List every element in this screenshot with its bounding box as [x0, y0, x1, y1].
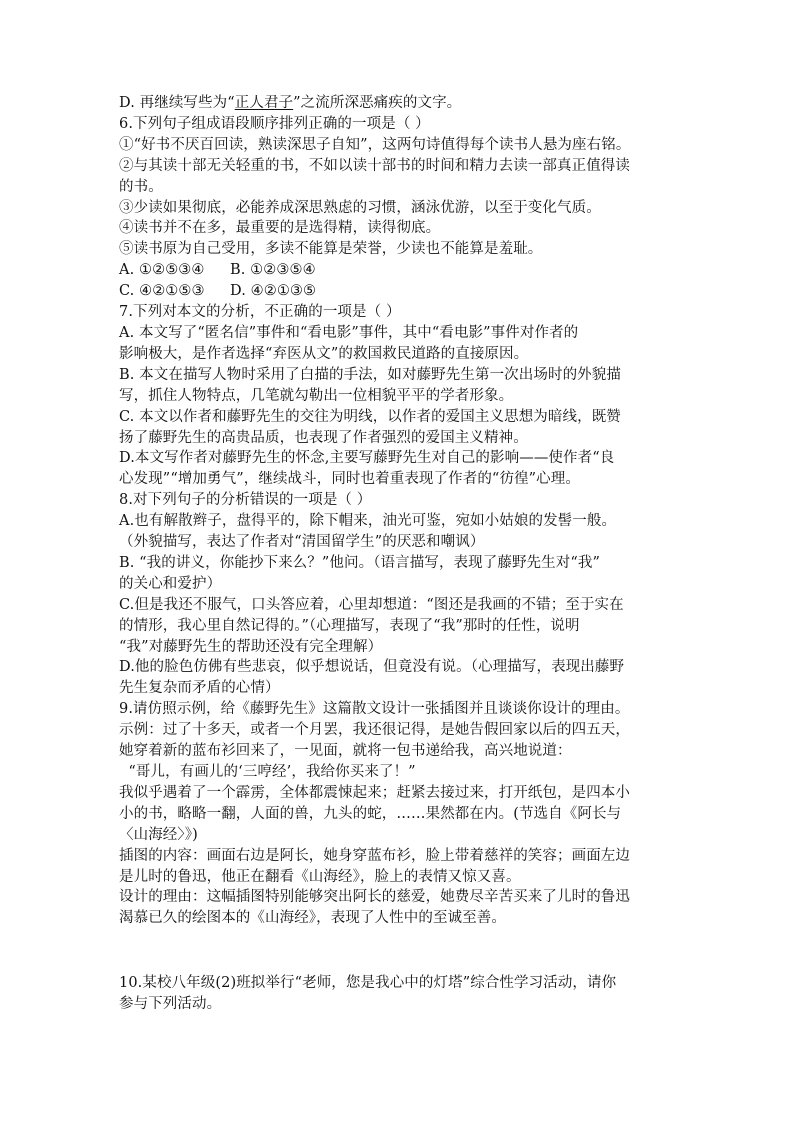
q6-option-c: C. ④②①⑤③: [119, 283, 205, 300]
q8-option-b-line-2: 的关心和爱护）: [119, 575, 222, 592]
q8-option-d-line-2: 先生复杂而矛盾的心情）: [119, 680, 280, 697]
q9-example-line-5: 小的书，略略一翻，人面的兽，九头的蛇，……果然都在内。(节选自《阿长与: [119, 805, 622, 822]
section-spacer: [119, 929, 685, 951]
q6-sentence-5: ⑤读书原为自己受用，多读不能算是荣誉，少读也不能算是羞耻。: [119, 241, 543, 258]
q7-option-d-line-1: D.本文写作者对藤野先生的怀念,主要写藤野先生对自己的影响——使作者“良: [119, 450, 615, 467]
q9-picture-content-line-1: 插图的内容：画面右边是阿长，她身穿蓝布衫，脸上带着慈祥的笑容；画面左边: [119, 847, 630, 864]
q6-option-d: D. ④②①③⑤: [230, 283, 317, 300]
q5-d-prefix: D. 再继续写些为“: [119, 95, 235, 111]
q9-example-line-2: 她穿着新的蓝布衫回来了，一见面，就将一包书递给我，高兴地说道：: [119, 743, 572, 760]
q7-option-c-line-2: 扬了藤野先生的高贵品质，也表现了作者强烈的爱国主义精神。: [119, 429, 528, 446]
q8-option-c-line-1: C.但是我还不服气，口头答应着，心里却想道：“图还是我画的不错；至于实在: [119, 596, 624, 613]
q7-option-b-line-2: 写，抓住人物特点，几笔就勾勒出一位相貌平平的学者形象。: [119, 387, 514, 404]
q6-option-a: A. ①②⑤③④: [119, 262, 205, 279]
q8-option-b-line-1: B. “我的讲义，你能抄下来么？”他问。（语言描写，表现了藤野先生对“我”: [119, 554, 600, 571]
document-page: [119, 93, 685, 1015]
q6-sentence-1: ①“好书不厌百回读，熟读深思子自知”，这两句诗值得每个读书人悬为座右铭。: [119, 136, 631, 153]
q7-option-b-line-1: B. 本文在描写人物时采用了白描的手法，如对藤野先生第一次出场时的外貌描: [119, 366, 621, 383]
q8-option-a-line-1: A.也有解散辫子，盘得平的，除下帽来，油光可鉴，宛如小姑娘的发髻一般。: [119, 513, 617, 530]
q8-stem: 8.对下列句子的分析错误的一项是（ ）: [119, 492, 372, 509]
q6-option-b: B. ①②③⑤④: [230, 262, 316, 279]
q6-sentence-2a: ②与其读十部无关轻重的书，不如以读十部书的时间和精力去读一部真正值得读: [119, 157, 630, 174]
q7-option-a-line-2: 影响极大，是作者选择“弃医从文”的救国救民道路的直接原因。: [119, 345, 529, 362]
q9-stem: 9.请仿照示例，给《藤野先生》这篇散文设计一张插图并且谈谈你设计的理由。: [119, 701, 630, 718]
q7-option-a-line-1: A. 本文写了“匿名信”事件和“看电影”事件，其中“看电影”事件对作者的: [119, 324, 579, 341]
q6-options-row-1: [119, 260, 685, 281]
q5-d-underlined-term: 正人君子: [234, 95, 294, 111]
q7-stem: 7.下列对本文的分析，不正确的一项是（ ）: [119, 304, 401, 321]
q6-sentence-3: ③少读如果彻底，必能养成深思熟虑的习惯，涵泳优游，以至于变化气质。: [119, 199, 601, 216]
q10-line-1: 10.某校八年级(2)班拟举行“老师，您是我心中的灯塔”综合性学习活动，请你: [119, 975, 617, 992]
q9-example-line-4: 我似乎遇着了一个霹雳，全体都震悚起来；赶紧去接过来，打开纸包，是四本小: [119, 784, 630, 801]
q5-d-suffix: ”之流所深恶痛疾的文字。: [293, 95, 462, 111]
q8-option-c-line-2: 的情形，我心里自然记得的。”（心理描写，表现了“我”那时的任性，说明: [119, 617, 580, 634]
q8-option-a-line-2: （外貌描写，表达了作者对“清国留学生”的厌恶和嘲讽）: [119, 534, 485, 551]
q6-options-row-2: [119, 281, 685, 302]
q8-option-c-line-3: “我”对藤野先生的帮助还没有完全理解）: [119, 638, 383, 655]
q5-option-d: [119, 93, 685, 114]
q9-example-line-1: 示例：过了十多天，或者一个月罢，我还很记得，是她告假回家以后的四五天，: [119, 722, 630, 739]
q6-stem: 6.下列句子组成语段顺序排列正确的一项是（ ）: [119, 115, 430, 132]
q9-reason-line-2: 渴慕已久的绘图本的《山海经》，表现了人性中的至诚至善。: [119, 910, 506, 927]
q6-sentence-4: ④读书并不在多，最重要的是选得精，读得彻底。: [119, 220, 441, 237]
q7-option-d-line-2: 心发现”“增加勇气”，继续战斗，同时也着重表现了作者的“彷徨”心理。: [119, 471, 580, 488]
q9-example-line-3: “哥儿，有画儿的‘三哼经’，我给你买来了！”: [119, 764, 416, 780]
q10-line-2: 参与下列活动。: [119, 996, 222, 1013]
section-spacer-2: [119, 951, 685, 973]
q9-picture-content-line-2: 是儿时的鲁迅，他正在翻看《山海经》，脸上的表情又惊又喜。: [119, 868, 521, 885]
q7-option-c-line-1: C. 本文以作者和藤野先生的交往为明线，以作者的爱国主义思想为暗线，既赞: [119, 408, 621, 425]
q9-example-line-6: 〈山海经〉》): [119, 826, 198, 843]
q8-option-d-line-1: D.他的脸色仿佛有些悲哀，似乎想说话，但竟没有说。（心理描写，表现出藤野: [119, 659, 625, 676]
q9-reason-line-1: 设计的理由：这幅插图特别能够突出阿长的慈爱，她费尽辛苦买来了儿时的鲁迅: [119, 889, 630, 906]
q6-sentence-2b: 的书。: [119, 178, 163, 195]
